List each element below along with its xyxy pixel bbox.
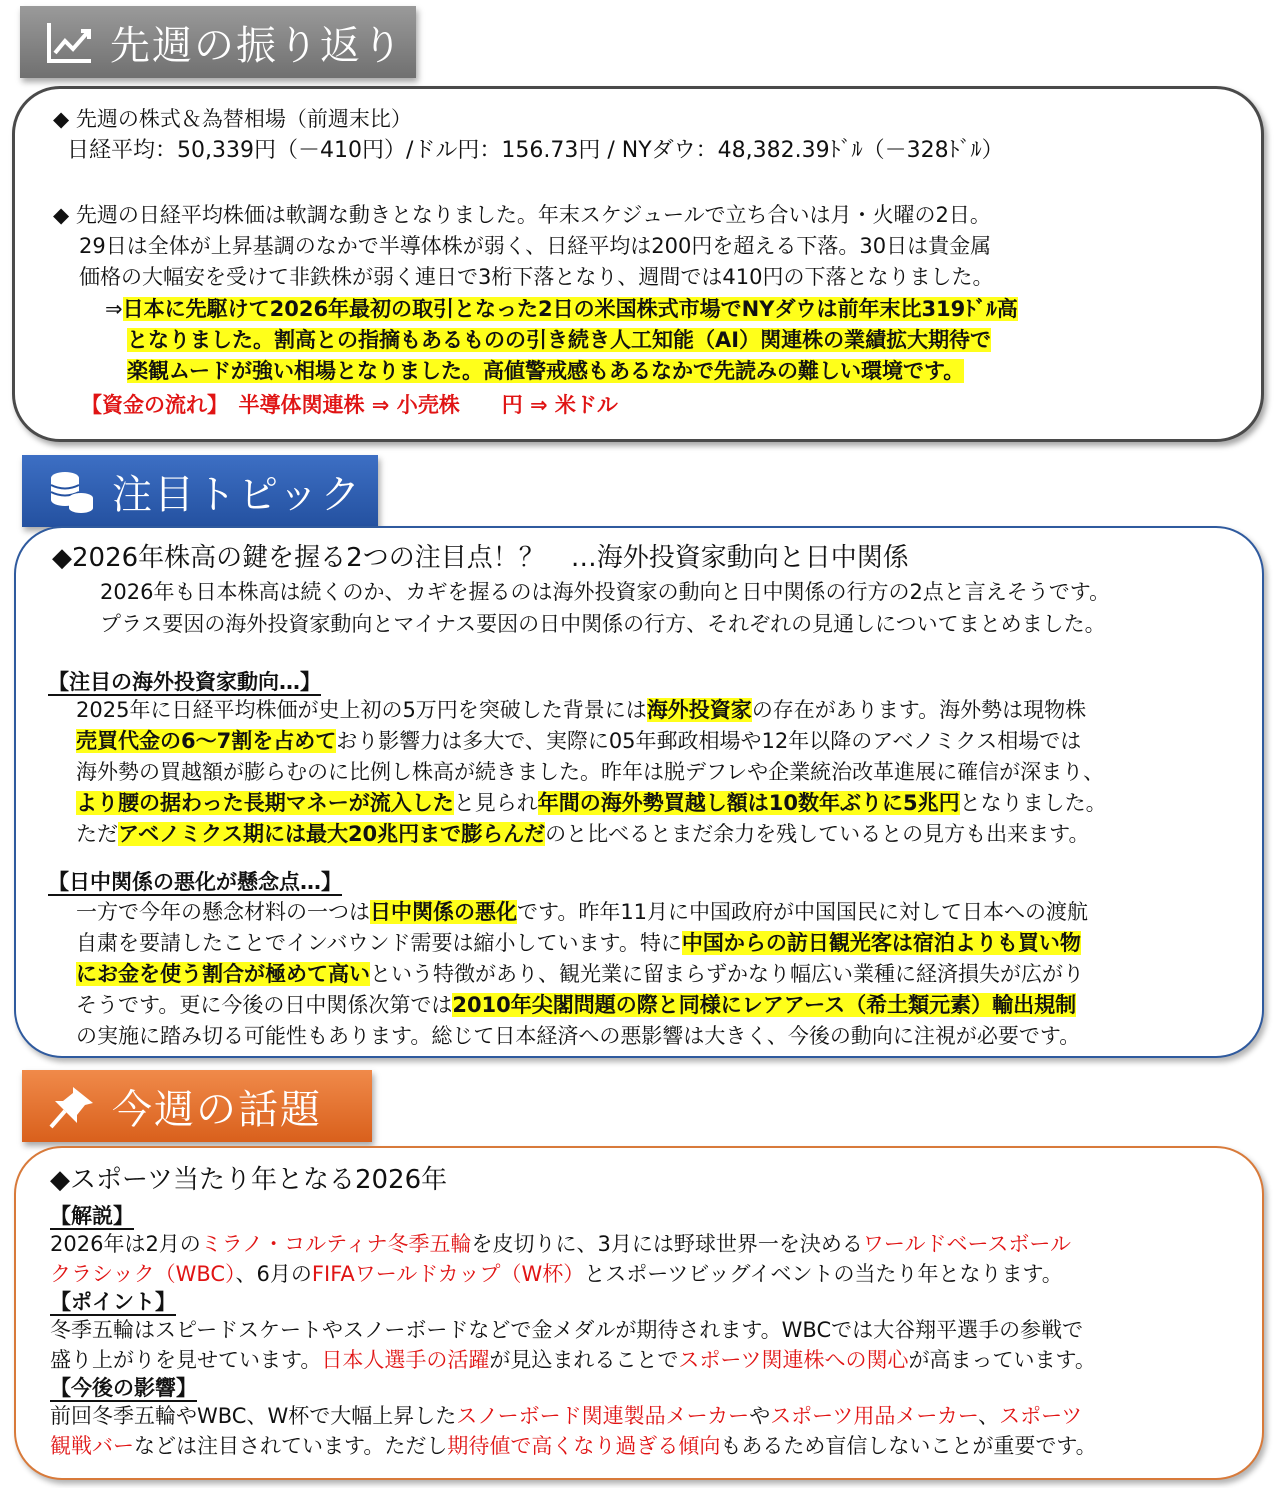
coins-icon (42, 466, 102, 516)
chart-line-icon (40, 17, 100, 67)
paragraph-line: ただアベノミクス期には最大20兆円まで膨らんだのと比べるとまだ余力を残しているとの見方も出来ます。 (76, 822, 1090, 846)
paragraph-line: 一方で今年の懸念材料の一つは日中関係の悪化です。昨年11月に中国政府が中国国民に対して日本への渡航 (76, 900, 1089, 924)
paragraph-line: クラシック（WBC）、6月のFIFAワールドカップ（W杯）とスポーツビッグイベントの当たり年となります。 (50, 1262, 1063, 1286)
review-line (105, 295, 1018, 323)
highlight-text: 日本に先駆けて2026年最初の取引となった2日の米国株式市場でNYダウは前年末比319ﾄﾞﾙ高 (122, 297, 1018, 321)
intro-line: プラス要因の海外投資家動向とマイナス要因の日中関係の行方、それぞれの見通しについてまとめました。 (100, 612, 1106, 636)
paragraph-line: そうです。更に今後の日中関係次第では2010年尖閣問題の際と同様にレアアース（希土類元素）輸出規制 (76, 993, 1077, 1017)
label-point: 【ポイント】 (50, 1290, 176, 1314)
paragraph-line: にお金を使う割合が極めて高いという特徴があり、観光業に留まらずかなり幅広い業種に経済損失が広がり (76, 962, 1084, 986)
pushpin-icon (42, 1081, 102, 1131)
paragraph-line: の実施に踏み切る可能性もあります。総じて日本経済への悪影響は大きく、今後の動向に注視が必要です。 (76, 1024, 1081, 1048)
paragraph-line: 自粛を要請したことでインバウンド需要は縮小しています。特に中国からの訪日観光客は宿泊よりも買い物 (76, 931, 1081, 955)
paragraph-line: 売買代金の6～7割を占めており影響力は多大で、実際に05年郵政相場や12年以降のアベノミクス相場では (76, 729, 1082, 753)
review-panel (12, 86, 1264, 442)
review-line: 29日は全体が上昇基調のなかで半導体株が弱く、日経平均は200円を超える下落。30日は貴金属 (79, 234, 992, 258)
highlight-text: となりました。割高との指摘もあるものの引き続き人工知能（AI）関連株の業績拡大期待で (127, 328, 992, 352)
weekly-panel (14, 1146, 1264, 1480)
arrow-mark: ⇒ (105, 297, 123, 321)
paragraph-line: 2025年に日経平均株価が史上初の5万円を突破した背景には海外投資家の存在があります。海外勢は現物株 (76, 698, 1087, 722)
subheading-japan-china: 【日中関係の悪化が懸念点…】 (48, 870, 342, 894)
review-line: 価格の大幅安を受けて非鉄株が弱く連日で3桁下落となり、週間では410円の下落となりました。 (79, 265, 994, 289)
subheading-investors: 【注目の海外投資家動向…】 (48, 670, 321, 694)
section-title: 先週の振り返り (110, 22, 404, 69)
label-commentary: 【解説】 (50, 1204, 134, 1228)
section-tab-weekly (22, 1070, 372, 1142)
topic-heading: ◆2026年株高の鍵を握る2つの注目点！？ …海外投資家動向と日中関係 (52, 543, 909, 573)
topic-panel (14, 526, 1264, 1058)
review-line: ◆ 先週の日経平均株価は軟調な動きとなりました。年末スケジュールで立ち合いは月・火曜の2日。 (53, 203, 991, 227)
paragraph-line: 冬季五輪はスピードスケートやスノーボードなどで金メダルが期待されます。WBCでは大谷翔平選手の参戦で (50, 1318, 1084, 1342)
section-tab-review (20, 6, 416, 78)
section-title: 今週の話題 (112, 1086, 322, 1133)
paragraph-line: 前回冬季五輪やWBC、W杯で大幅上昇したスノーボード関連製品メーカーやスポーツ用品メーカー、スポーツ (50, 1404, 1083, 1428)
section-title: 注目トピック (112, 471, 363, 518)
paragraph-line: 盛り上がりを見せています。日本人選手の活躍が見込まれることでスポーツ関連株への関心が高まっています。 (50, 1348, 1096, 1372)
label-impact: 【今後の影響】 (50, 1376, 197, 1400)
paragraph-line: 2026年は2月のミラノ・コルティナ冬季五輪を皮切りに、3月には野球世界一を決めるワールドベースボール (50, 1232, 1071, 1256)
market-summary: 日経平均：50,339円（－410円）/ドル円：156.73円 / NYダウ：48,382.39ﾄﾞﾙ（－328ﾄﾞﾙ） (67, 138, 1004, 163)
paragraph-line: 海外勢の買越額が膨らむのに比例し株高が続きました。昨年は脱デフレや企業統治改革進展に確信が深まり、 (76, 760, 1105, 784)
fund-flow: 【資金の流れ】 半導体関連株 ⇒ 小売株 円 ⇒ 米ドル (81, 393, 618, 417)
paragraph-line: 観戦バーなどは注目されています。ただし期待値で高くなり過ぎる傾向もあるため盲信しないことが重要です。 (50, 1434, 1097, 1458)
weekly-heading: ◆スポーツ当たり年となる2026年 (50, 1165, 448, 1195)
highlight-text: 楽観ムードが強い相場となりました。高値警戒感もあるなかで先読みの難しい環境です。 (127, 359, 965, 383)
review-line (127, 357, 964, 385)
paragraph-line: より腰の据わった長期マネーが流入したと見られ年間の海外勢買越し額は10数年ぶりに5兆円となりました。 (76, 791, 1107, 815)
section-tab-topic (22, 455, 378, 527)
review-line: ◆ 先週の株式＆為替相場（前週末比） (53, 107, 412, 131)
review-line (127, 326, 991, 354)
intro-line: 2026年も日本株高は続くのか、カギを握るのは海外投資家の動向と日中関係の行方の2点と言えそうです。 (100, 580, 1111, 604)
